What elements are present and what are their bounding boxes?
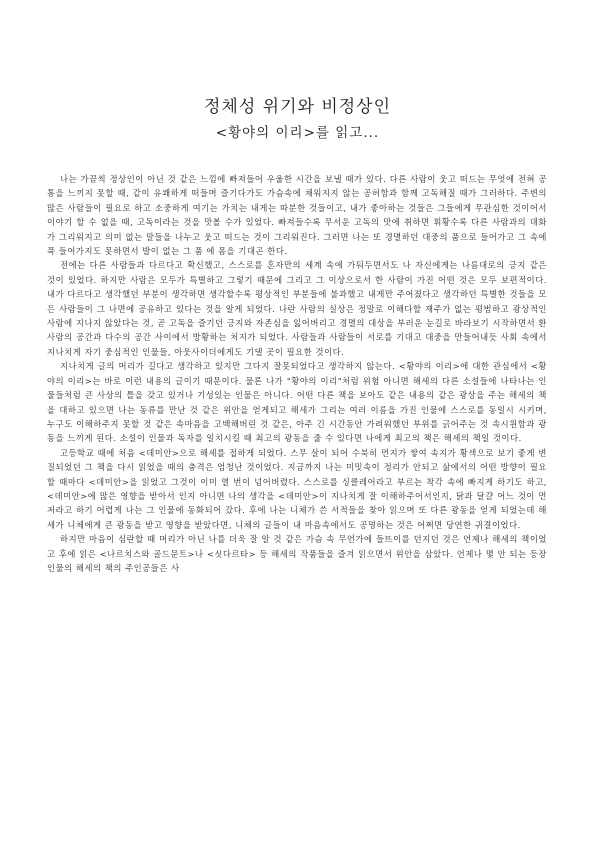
paragraph: 고등학교 때에 처음 <데미안>으로 해세를 접하게 되었다. 스무 살이 되어 수북히 먼지가 쌓여 속지가 황색으로 보기 좋게 변질되었던 그 책을 다시 읽었을 때의 충격은 엄청난 것이었다. 지금까지 나는 미밋속이 정리가 안되고 삶에서의 어떤 방향이 필요할 때마다 <데미안>을 읽었고 그것이 이미 열 번이 넘어버렸다. 스스로를 싱클레어라고 부르는 착각 속에 빠지게 하기도 하고, <데미안>에 많은 영향을 받아서 인지 아니면 나의 생각을 <데미안>이 지나치게 잘 이해하주어서인지, 닭과 달걀 어느 것이 먼저라고 하기 어렵게 나는 그 인물에 동화되어 갔다. 후에 나는 니체가 쓴 서적들을 찾아 읽으며 또 다른 광동을 얻게 되었는데 해세가 니체에게 큰 광동을 받고 영향을 받았다면, 니체의 글들이 내 마음속에서도 공명하는 것은 어쩌면 당연한 귀결이었다. [47, 447, 547, 530]
paragraph: 지나치게 글의 머리가 길다고 생각하고 있지만 그다지 잘못되었다고 생각하지 않는다. <황야의 이리>에 대한 관심에서 <황야의 이리>는 바로 이런 내용의 글이기 때문이다. 물론 나가 "황야의 이리"처럼 위험 아니면 해세의 다른 소설들에 나타나는 인물들처럼 큰 사상의 틀을 갖고 있거나 기성있는 인물은 아니다. 어떤 다른 책을 보아도 같은 내용의 같은 광상을 주는 해세의 책을 대하고 있으면 나는 동류를 만난 것 같은 위안을 얻게되고 해세가 그리는 여러 이름을 가진 인물에 스스로를 동일시 시키며, 누구도 이해하주지 못할 것 같은 속마음을 고백해버린 것 같은, 아주 긴 시간동안 가려워했던 부위를 긁어주는 것 속시원함과 광동을 느끼게 된다. 소설이 인물과 독자를 일치시킬 때 최고의 광동을 줄 수 있다면 나에게 최고의 책은 해세의 책일 것이다. [47, 361, 547, 444]
paragraph: 나는 가끔씩 정상인이 아닌 것 같은 느낌에 빠져들어 우울한 시간을 보낼 때가 있다. 다른 사람이 웃고 떠드는 무엇에 전혀 공통을 느끼지 못할 때, 같이 유쾌하게 떠들며 즐기다가도 가슴속에 채워지지 않는 공허함과 함께 고독해질 때가 그러하다. 주변의 많은 사람들이 필요로 하고 소중하게 여기는 가치는 내게는 따분한 것들이고, 내가 좋아하는 것들은 그들에게 무관심한 것이어서 이야기 할 수 없을 때, 고독이라는 것을 맛볼 수가 있었다. 빠져들수록 무서운 고독의 맛에 취하면 휘황수록 다른 사람과의 대화가 그리워지고 의미 없는 말들을 나누고 웃고 떠드는 것이 그리워진다. 그러면 나는 또 경멸하던 대중의 품으로 들어가고 그 속에 푹 들어가지도 못하면서 발이 없는 그 품 에 몸을 기대곤 한다. [47, 174, 547, 257]
paragraph: 전에는 다른 사람들과 다르다고 확신했고, 스스로를 혼자만의 세계 속에 가둬두면서도 나 자신에게는 나름대로의 긍지 같은 것이 있었다. 하지만 사람은 모두가 특별하고 그렇기 때문에 그리고 그 이상으로서 한 사람이 가진 어떤 것은 모두 보편적이다. 내가 다르다고 생각했던 부분이 생각하면 생각할수록 평상적인 부분들에 불과했고 내게만 주어졌다고 생각하던 특별한 것들을 모든 사람들이 그 나면에 공유하고 있다는 것을 알게 되었다. 나란 사람의 실상은 정말로 이해다할 재주가 없는 평범하고 광상적인 사람에 지나지 않았다는 것, 곧 고독을 즐기던 긍지와 자존심을 잃어버리고 경멸의 대상을 부러운 눈길로 바라보기 시작하면서 환사람의 공간과 다수의 공간 사이에서 방황하는 처지가 되었다. 사람들과 사람들이 서로를 기대고 대중을 만들어내듯 사회 속에서 지나치게 자기 중심적인 인물들, 아웃사이더에게도 기댈 곳이 필요한 것이다. [47, 260, 547, 357]
document-body [47, 172, 547, 575]
document-subtitle: <황야의 이리>를 읽고... [215, 125, 380, 141]
document-title: 정체성 위기와 비정상인 [203, 97, 392, 117]
paragraph: 하지만 마음이 심란할 때 머리가 아닌 나를 더욱 잘 알 것 같은 가슴 속 무언가에 들뜨이를 던지던 것은 언제나 해세의 책이었고 후에 읽은 <나르치스와 골드문트>나 <싯다르타> 등 해세의 작품들을 즐겨 읽으면서 위안을 삼았다. 언제나 몇 안 되는 등장인물의 해세의 책의 주인공들은 사 [47, 534, 547, 573]
